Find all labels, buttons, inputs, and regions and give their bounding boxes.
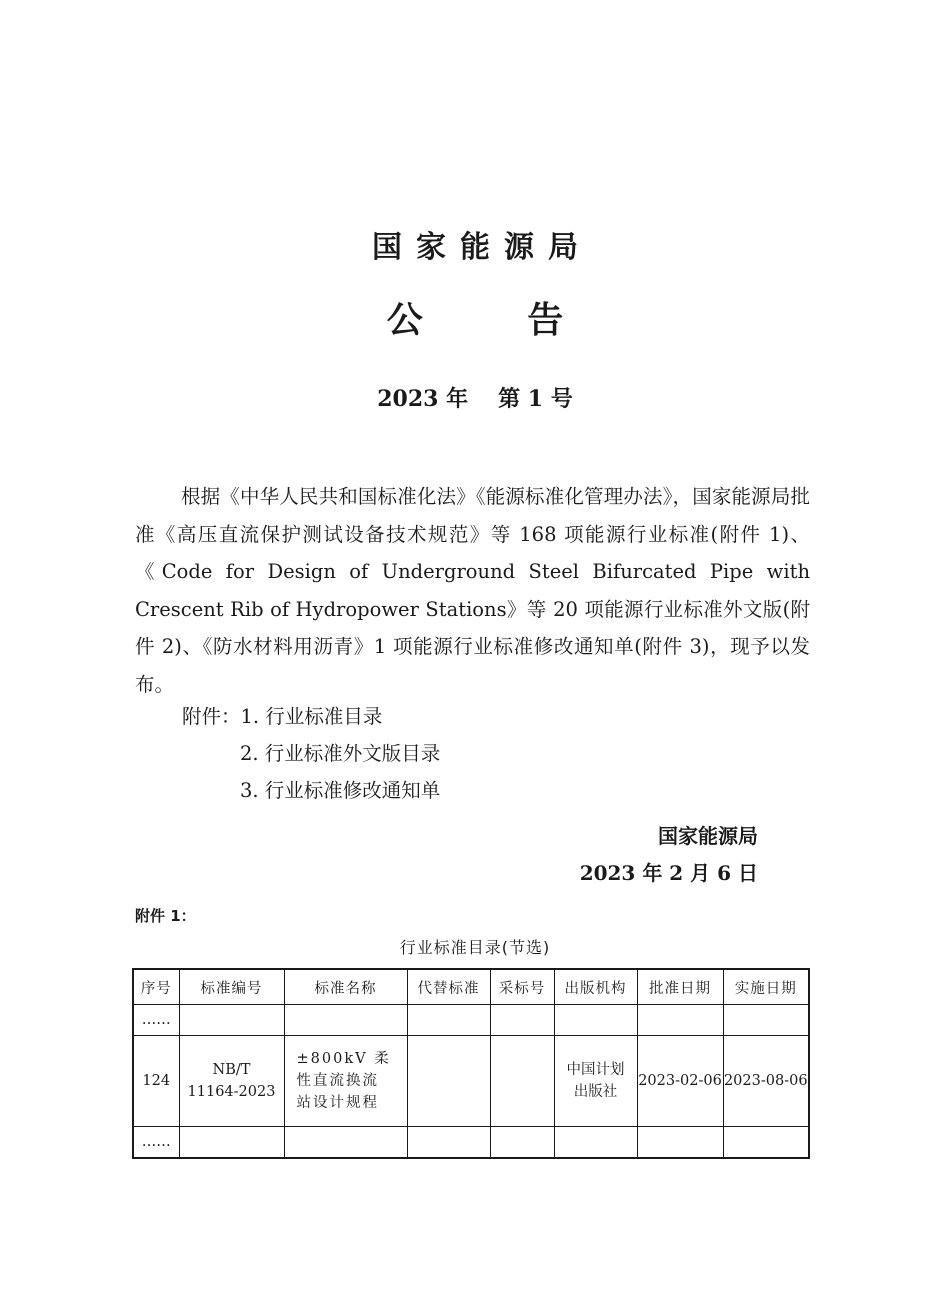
standard-code-number: 11164-2023 xyxy=(187,1084,276,1100)
table-cell xyxy=(637,1005,723,1036)
table-cell xyxy=(554,1127,637,1159)
attachment-list-item-3: 3. 行业标准修改通知单 xyxy=(240,779,441,802)
publisher-line: 中国计划 xyxy=(566,1062,625,1078)
standard-code-prefix: NB/T xyxy=(212,1062,251,1078)
table-title: 行业标准目录(节选) xyxy=(399,938,551,957)
table-cell xyxy=(179,1005,284,1036)
standard-code-cell xyxy=(179,1036,284,1127)
table-cell xyxy=(554,1005,637,1036)
table-cell xyxy=(637,1127,723,1159)
attachment-list-item-2: 2. 行业标准外文版目录 xyxy=(240,742,441,765)
table-cell xyxy=(179,1127,284,1159)
column-header: 采标号 xyxy=(490,969,554,1005)
ellipsis-cell: …… xyxy=(133,1127,179,1159)
attachment-list-item-1 xyxy=(182,698,382,736)
row-number-cell: 124 xyxy=(133,1036,179,1127)
column-header: 标准编号 xyxy=(179,969,284,1005)
effective-date-cell: 2023-08-06 xyxy=(723,1036,809,1127)
annex-label: 附件 1： xyxy=(135,907,196,925)
column-header: 批准日期 xyxy=(637,969,723,1005)
column-header: 标准名称 xyxy=(284,969,407,1005)
announcement-number xyxy=(0,382,950,413)
adopted-standard-cell xyxy=(490,1036,554,1127)
announcement-year: 2023 年 xyxy=(377,386,469,412)
document-type-heading: 公 告 xyxy=(386,300,610,341)
standard-name-line: 站设计规程 xyxy=(296,1095,379,1111)
table-cell xyxy=(407,1005,490,1036)
table-cell xyxy=(284,1127,407,1159)
table-cell xyxy=(490,1127,554,1159)
column-header: 出版机构 xyxy=(554,969,637,1005)
table-row xyxy=(133,1036,809,1127)
standards-catalog-table xyxy=(132,968,810,1159)
attachment-title: 1. 行业标准目录 xyxy=(240,705,383,728)
table-cell xyxy=(284,1005,407,1036)
announcement-serial: 第 1 号 xyxy=(498,386,573,412)
table-cell xyxy=(490,1005,554,1036)
standard-name-line: ±800kV 柔 xyxy=(296,1051,391,1067)
standard-name-line: 性直流换流 xyxy=(296,1073,379,1089)
column-header: 实施日期 xyxy=(723,969,809,1005)
table-cell xyxy=(407,1127,490,1159)
attachment-prefix: 附件： xyxy=(182,705,241,728)
replaced-standard-cell xyxy=(407,1036,490,1127)
signature-date: 2023 年 2 月 6 日 xyxy=(579,861,758,885)
table-row-ellipsis xyxy=(133,1127,809,1159)
publisher-line: 出版社 xyxy=(573,1084,618,1100)
standard-name-cell xyxy=(284,1036,407,1127)
ellipsis-cell: …… xyxy=(133,1005,179,1036)
column-header: 序号 xyxy=(133,969,179,1005)
publisher-cell xyxy=(554,1036,637,1127)
issuing-agency-title: 国家能源局 xyxy=(372,230,592,265)
table-row-ellipsis xyxy=(133,1005,809,1036)
table-cell xyxy=(723,1127,809,1159)
approval-date-cell: 2023-02-06 xyxy=(637,1036,723,1127)
signature-agency: 国家能源局 xyxy=(658,824,758,848)
table-header-row xyxy=(133,969,809,1005)
table-cell xyxy=(723,1005,809,1036)
column-header: 代替标准 xyxy=(407,969,490,1005)
announcement-body-paragraph: 根据《中华人民共和国标准化法》《能源标准化管理办法》，国家能源局批准《高压直流保护测试设备技术规范》等 168 项能源行业标准(附件 1)、《Code for Design of Underground Steel Bifurcated Pipe with Crescent Rib of Hydropower Stations》等 20 项能源行业标准外文版(附件 2)、《防水材料用沥青》1 项能源行业标准修改通知单(附件 3)，现予以发布。 xyxy=(135,485,810,696)
